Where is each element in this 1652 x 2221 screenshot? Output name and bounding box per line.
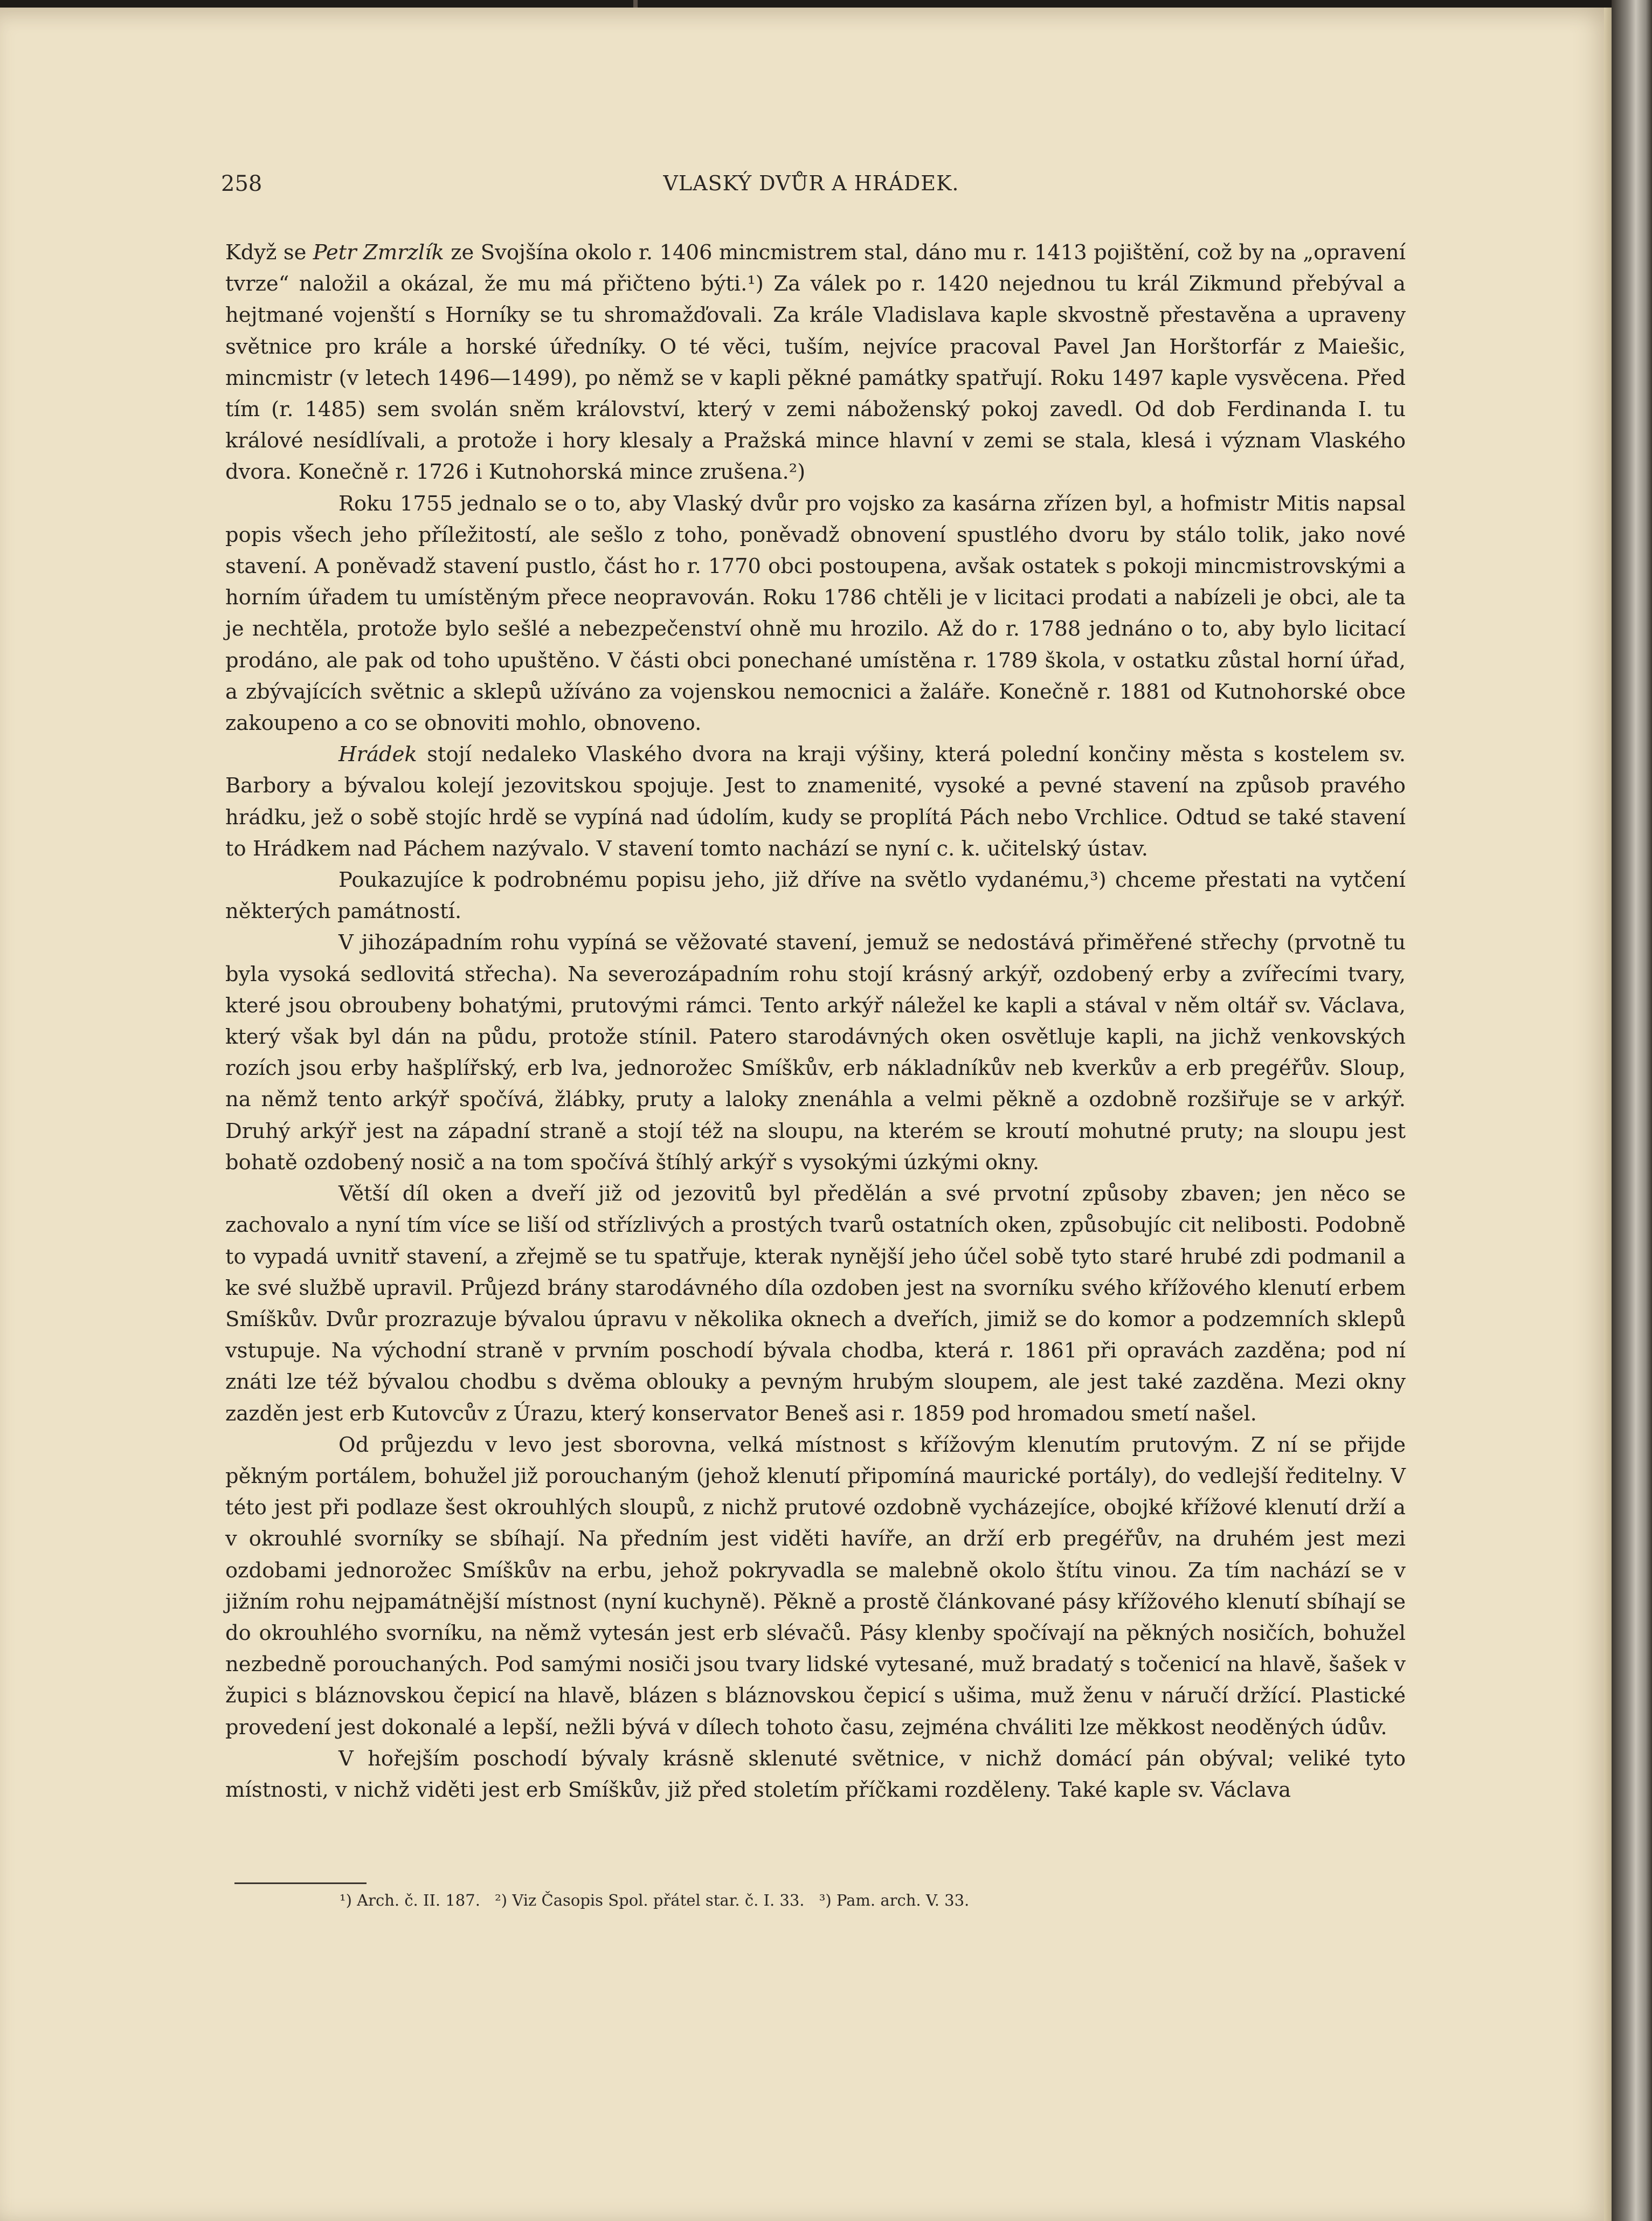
- paragraph-1: [225, 237, 1406, 488]
- person-name: Petr Zmrzlík: [313, 240, 444, 265]
- paragraph-2: Roku 1755 jednalo se o to, aby Vlaský dvůr pro vojsko za kasárna zřízen byl, a hofmistr Mitis napsal popis všech jeho příležitostí, ale sešlo z toho, poněvadž obnovení spustlého dvoru by stálo tolik, jako nové stavení. A poněvadž stavení pustlo, část ho r. 1770 obci postoupena, avšak ostatek s pokoji mincmistrovskými a horním úřadem tu umístěným přece neopravován. Roku 1786 chtěli je v licitaci prodati a nabízeli je obci, ale ta je nechtěla, protože bylo sešlé a nebezpečenství ohně mu hrozilo. Až do r. 1788 jednáno o to, aby bylo licitací prodáno, ale pak od toho upuštěno. V části obci ponechané umístěna r. 1789 škola, v ostatku zůstal horní úřad, a zbývajících světnic a sklepů užíváno za vojenskou nemocnici a žaláře. Konečně r. 1881 od Kutnohorské obce zakoupeno a co se obnoviti mohlo, obnoveno.: [225, 491, 1406, 736]
- footnote-rule: [234, 1882, 367, 1884]
- footnote-2: ²) Viz Časopis Spol. přátel star. č. I. 33.: [495, 1891, 805, 1909]
- page-number: 258: [221, 171, 262, 196]
- paragraph-6: Větší díl oken a dveří již od jezovitů byl předělán a své prvotní způsoby zbaven; jen něco se zachovalo a nyní tím více se liší od střízlivých a prostých tvarů ostatních oken, způsobujíc cit nelibosti. Podobně to vypadá uvnitř stavení, a zřejmě se tu spatřuje, kterak nynější jeho účel sobě tyto staré hrubé zdi podmanil a ke své službě upravil. Průjezd brány starodávného díla ozdoben jest na svorníku svého křížového klenutí erbem Smíškův. Dvůr prozrazuje bývalou úpravu v několika oknech a dveřích, jimiž se do komor a podzemních sklepů vstupuje. Na východní straně v prvním poschodí bývala chodba, která r. 1861 při opravách zazděna; pod ní znáti lze též bývalou chodbu s dvěma oblouky a pevným hrubým sloupem, ale jest také zazděna. Mezi okny zazděn jest erb Kutovcův z Úrazu, který konservator Beneš asi r. 1859 pod hromadou smetí našel.: [225, 1182, 1406, 1426]
- paragraph-text: Když se: [225, 240, 313, 265]
- footnote-3: ³) Pam. arch. V. 33.: [819, 1891, 970, 1909]
- footnote-1: ¹) Arch. č. II. 187.: [340, 1891, 480, 1909]
- paragraph-5: V jihozápadním rohu vypíná se věžovaté stavení, jemuž se nedostává přiměřené střechy (prvotně tu byla vysoká sedlovitá střecha). Na severozápadním rohu stojí krásný arkýř, ozdobený erby a zvířecími tvary, které jsou obroubeny bohatými, prutovými rámci. Tento arkýř náležel ke kapli a stával v něm oltář sv. Václava, který však byl dán na půdu, protože stínil. Patero starodávných oken osvětluje kapli, na jichž venkovských rozích jsou erby hašplířský, erb lva, jednorožec Smíškův, erb nákladníkův neb kverkův a erb pregéřův. Sloup, na němž tento arkýř spočívá, žlábky, pruty a laloky znenáhla a velmi pěkně a ozdobně rozšiřuje se v arkýř. Druhý arkýř jest na západní straně a stojí též na sloupu, na kterém se kroutí mohutné pruty; na sloupu jest bohatě ozdobený nosič a na tom spočívá štíhlý arkýř s vysokými úzkými okny.: [225, 930, 1406, 1175]
- book-spine: [1612, 0, 1652, 2221]
- paragraph-text: ze Svojšína okolo r. 1406 mincmistrem stal, dáno mu r. 1413 pojištění, což by na „opravení tvrze“ naložil a okázal, že mu má přičteno býti.¹) Za válek po r. 1420 nejednou tu král Zikmund přebýval a hejtmané vojenští s Horníky se tu shromažďovali. Za krále Vladislava kaple skvostně přestavěna a upraveny světnice pro krále a horské úředníky. O té věci, tuším, nejvíce pracoval Pavel Jan Horštorfár z Maiešic, mincmistr (v letech 1496—1499), po němž se v kapli pěkné památky spatřují. Roku 1497 kaple vysvěcena. Před tím (r. 1485) sem svolán sněm království, který v zemi náboženský pokoj zavedl. Od dob Ferdinanda I. tu králové nesídlívali, a protože i hory klesaly a Pražská mince hlavní v zemi se stala, klesá i význam Vlaského dvora. Konečně r. 1726 i Kutnohorská mince zrušena.²): [225, 240, 1406, 485]
- paragraph-text: stojí nedaleko Vlaského dvora na kraji výšiny, která polední končiny města s kostelem sv. Barbory a bývalou kolejí jezovitskou spojuje. Jest to znamenité, vysoké a pevné stavení na způsob pravého hrádku, jež o sobě stojíc hrdě se vypíná nad údolím, kudy se proplítá Pách nebo Vrchlice. Odtud se také stavení to Hrádkem nad Páchem nazývalo. V stavení tomto nachází se nyní c. k. učitelský ústav.: [225, 742, 1406, 861]
- paragraph-4: Poukazujíce k podrobnému popisu jeho, již dříve na světlo vydanému,³) chceme přestati na vytčení některých památností.: [225, 868, 1406, 924]
- paragraph-7: Od průjezdu v levo jest sborovna, velká místnost s křížovým klenutím prutovým. Z ní se přijde pěkným portálem, bohužel již porouchaným (jehož klenutí připomíná maurické portály), do vedlejší ředitelny. V této jest při podlaze šest okrouhlých sloupů, z nichž prutové ozdobně vycházejíce, obojké křížové klenutí drží a v okrouhlé svorníky se sbíhají. Na předním jest viděti havíře, an drží erb pregéřův, na druhém jest mezi ozdobami jednorožec Smíškův na erbu, jehož pokryvadla se malebně okolo štítu vinou. Za tím nachází se v jižním rohu nejpamátnější místnost (nyní kuchyně). Pěkně a prostě článkované pásy křížového klenutí sbíhají se do okrouhlého svorníku, na němž vytesán jest erb slévačů. Pásy klenby spočívají na pěkných nosičích, bohužel nezbedně porouchaných. Pod samými nosiči jsou tvary lidské vytesané, muž bradatý s točenicí na hlavě, šašek v župici s bláznovskou čepicí na hlavě, blázen s bláznovskou čepicí s ušima, muž ženu v náručí držící. Plastické provedení jest dokonalé a lepší, nežli bývá v dílech tohoto času, zejména chváliti lze měkkost neoděných údův.: [225, 1432, 1406, 1740]
- paragraph-8: V hořejším poschodí bývaly krásně sklenuté světnice, v nichž domácí pán obýval; veliké tyto místnosti, v nichž viděti jest erb Smíškův, již před stoletím příčkami rozděleny. Také kaple sv. Václava: [225, 1746, 1406, 1802]
- paragraph-3: [225, 739, 1406, 865]
- page-header: [221, 171, 1401, 209]
- page-edge: [1604, 8, 1612, 2221]
- body-text: [225, 237, 1406, 1806]
- running-title: VLASKÝ DVŮR A HRÁDEK.: [663, 171, 959, 195]
- footnotes: [340, 1891, 1310, 1909]
- binding-mark: [633, 0, 638, 8]
- place-name: Hrádek: [338, 742, 417, 767]
